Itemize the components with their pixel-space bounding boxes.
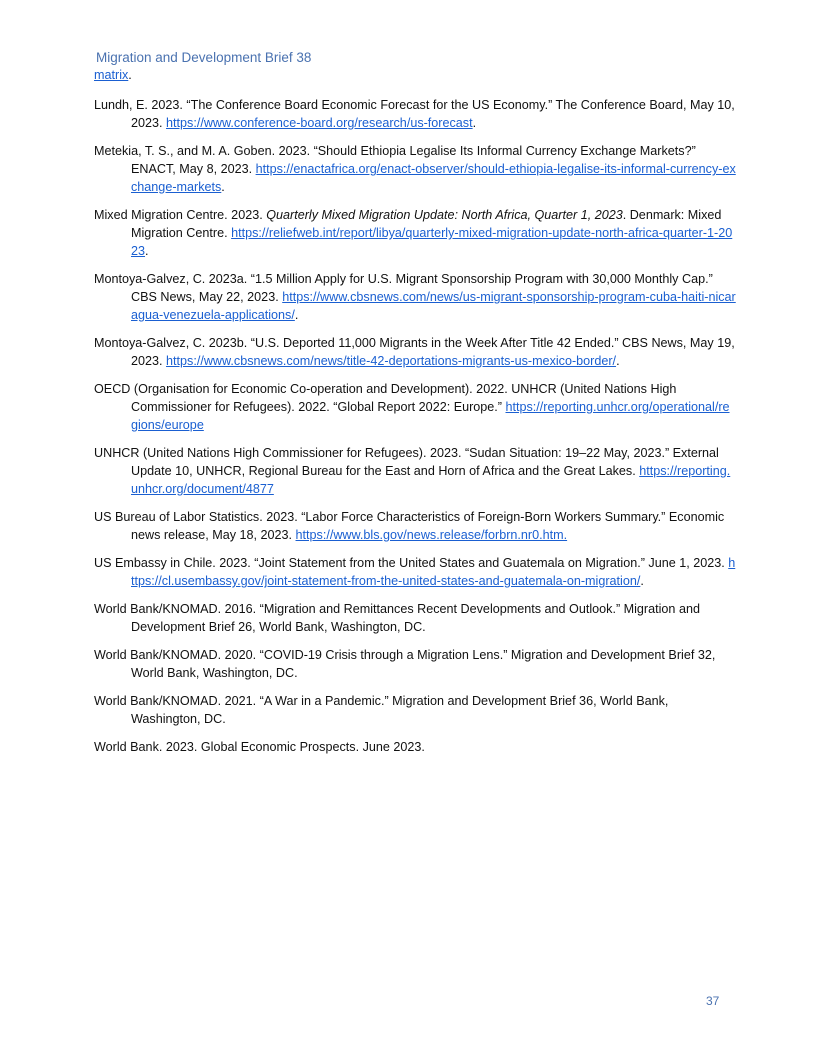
reference-text: US Embassy in Chile. 2023. “Joint Statement from the United States and Guatemala on Migration.” June 1, 2023. [94,556,729,570]
reference-end: . [294,308,299,322]
reference-text: World Bank/KNOMAD. 2021. “A War in a Pandemic.” Migration and Development Brief 36, World Bank, Washington, DC. [94,694,669,726]
reference-item [94,692,736,728]
reference-text: OECD (Organisation for Economic Co-operation and Development). 2022. UNHCR (United Nations High Commissioner for Refugees). 2022. “Global Report 2022: Europe.” [94,382,677,414]
reference-item [94,738,736,756]
reference-link[interactable]: https://www.bls.gov/news.release/forbrn.nr0.htm. [295,528,568,542]
reference-text: US Bureau of Labor Statistics. 2023. “Labor Force Characteristics of Foreign-Born Workers Summary.” Economic news release, May 18, 2023. [94,510,725,542]
reference-item [94,334,736,370]
reference-text: Metekia, T. S., and M. A. Goben. 2023. “Should Ethiopia Legalise Its Informal Currency Exchange Markets?” ENACT, May 8, 2023. [94,144,696,176]
reference-item [94,142,736,196]
reference-end: . [616,354,620,368]
reference-end: . [221,180,225,194]
reference-item [94,646,736,682]
page-header-title: Migration and Development Brief 38 [96,50,312,65]
reference-text: World Bank. 2023. Global Economic Prospects. June 2023. [94,740,425,754]
reference-item [94,270,736,324]
reference-link[interactable]: matrix [94,68,129,82]
reference-item [94,206,736,260]
reference-item [94,508,736,544]
reference-title-italic: Quarterly Mixed Migration Update: North Africa, Quarter 1, 2023 [266,208,623,222]
reference-text: Mixed Migration Centre. 2023. [94,208,267,222]
reference-text: Montoya-Galvez, C. 2023a. “1.5 Million Apply for U.S. Migrant Sponsorship Program with 30,000 Monthly Cap.” CBS News, May 22, 2023. [94,272,713,304]
reference-link[interactable]: https://www.cbsnews.com/news/us-migrant-sponsorship-program-cuba-haiti-nicaragua-venezuela-applications/ [131,290,736,322]
reference-item [94,96,736,132]
reference-link[interactable]: https://www.cbsnews.com/news/title-42-deportations-migrants-us-mexico-border/ [166,354,617,368]
reference-end: . [145,244,149,258]
reference-end: . [472,116,477,130]
reference-end: . [640,574,644,588]
reference-text-after: . Denmark: Mixed Migration Centre. [131,208,722,240]
reference-link[interactable]: https://reporting.unhcr.org/document/4877 [131,464,731,496]
reference-item [94,600,736,636]
reference-text: Montoya-Galvez, C. 2023b. “U.S. Deported 11,000 Migrants in the Week After Title 42 Ended.” CBS News, May 19, 2023. [94,336,735,368]
reference-item [94,380,736,434]
page-number: 37 [706,994,720,1008]
reference-link[interactable]: https://reliefweb.int/report/libya/quarterly-mixed-migration-update-north-africa-quarter-1-2023 [131,226,733,258]
reference-link[interactable]: https://cl.usembassy.gov/joint-statement-from-the-united-states-and-guatemala-on-migration/ [131,556,736,588]
reference-item [94,444,736,498]
reference-item [94,554,736,590]
reference-list [94,66,736,766]
reference-text: Lundh, E. 2023. “The Conference Board Economic Forecast for the US Economy.” The Conference Board, May 10, 2023. [94,98,735,130]
reference-link[interactable]: https://www.conference-board.org/research/us-forecast [166,116,473,130]
reference-text: World Bank/KNOMAD. 2020. “COVID-19 Crisis through a Migration Lens.” Migration and Development Brief 32, World Bank, Washington, DC. [94,648,716,680]
reference-text: UNHCR (United Nations High Commissioner for Refugees). 2023. “Sudan Situation: 19–22 May, 2023.” External Update 10, UNHCR, Regional Bureau for the East and Horn of Africa and the Great Lakes. [94,446,719,478]
reference-text: World Bank/KNOMAD. 2016. “Migration and Remittances Recent Developments and Outlook.” Migration and Development Brief 26, World Bank, Washington, DC. [94,602,700,634]
reference-item [94,66,736,84]
reference-link[interactable]: https://reporting.unhcr.org/operational/regions/europe [131,400,730,432]
reference-link[interactable]: https://enactafrica.org/enact-observer/should-ethiopia-legalise-its-informal-currency-exchange-markets [131,162,736,194]
reference-end: . [128,68,132,82]
